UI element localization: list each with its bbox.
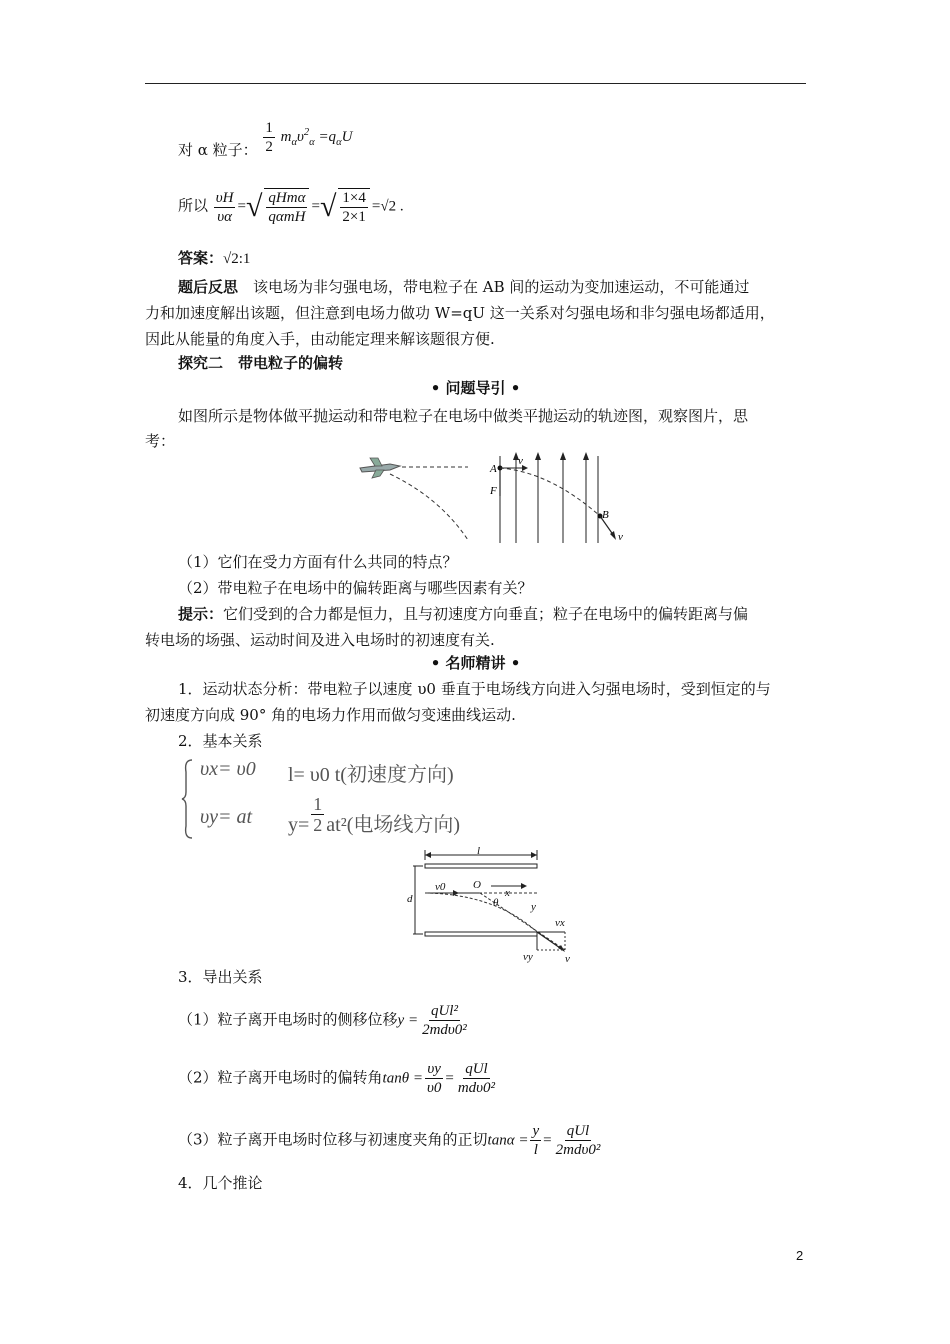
brace-icon <box>180 758 196 840</box>
point1-line-1: 1．运动状态分析：带电粒子以速度 υ0 垂直于电场线方向进入匀强电场时，受到恒定的与 <box>178 680 771 698</box>
reflection-line-2: 力和加速度解出该题，但注意到电场力做功 W=qU 这一关系对匀强电场和非匀强电场都适用， <box>145 304 775 322</box>
relation-y: y= $\frac{1}{2}$ at²(电场线方向) <box>288 794 461 837</box>
label-F: F <box>490 485 497 497</box>
question-2: （2）带电粒子在电场中的偏转距离与哪些因素有关？ <box>178 579 533 597</box>
label-vx: vx <box>555 917 565 929</box>
point1-line-2: 初速度方向成 90° 角的电场力作用而做匀变速曲线运动. <box>145 706 516 724</box>
relation-l: l= υ0 t(初速度方向) <box>288 764 454 786</box>
header-rule <box>145 83 806 84</box>
label-v-top: v <box>518 455 523 467</box>
label-O: O <box>473 879 481 891</box>
label-d: d <box>407 893 413 905</box>
label-y: y <box>531 901 536 913</box>
teacher-title: • 名师精讲 • <box>430 654 521 672</box>
alpha-prefix: 对 α 粒子： <box>178 141 258 159</box>
label-v: v <box>565 953 570 964</box>
reflection-line-1: 题后反思 该电场为非匀强电场，带电粒子在 AB 间的运动为变加速运动，不可能通过 <box>178 278 750 296</box>
intro-line-1: 如图所示是物体做平抛运动和带电粒子在电场中做类平抛运动的轨迹图，观察图片，思 <box>178 407 749 425</box>
derived-1: （1）粒子离开电场时的侧移位移y = $\frac{\text{qUl²}}{\text{2mdυ0²}}$ <box>178 1003 467 1038</box>
label-vy: vy <box>523 951 533 963</box>
derived-2: （2）粒子离开电场时的偏转角tanθ = $\frac{\upsilon y}{\upsilon 0}$ = $\frac{\text{qUl}}{\text{mdυ0²}}$ <box>178 1061 496 1096</box>
relation-vx: υx= υ0 <box>200 758 256 780</box>
label-v-bottom: v <box>618 531 623 543</box>
hint-line-2: 转电场的场强、运动时间及进入电场时的初速度有关. <box>145 631 495 649</box>
sqrt-ratio-2: √ $\frac{1\times 4}{2\times 1}$ <box>320 188 372 226</box>
relation-vy: υy= at <box>200 806 253 828</box>
velocity-ratio: $\frac{\upsilon H}{\upsilon\alpha}$ <box>215 189 234 225</box>
intro-line-2: 考： <box>145 432 176 450</box>
label-theta: θ <box>493 897 499 909</box>
label-B: B <box>602 509 609 521</box>
label-l: l <box>477 846 481 857</box>
point2-title: 2．基本关系 <box>178 732 263 750</box>
deflection-figure <box>405 846 575 964</box>
alpha-equation: 对 α 粒子： $\frac{1}{2}$ $m_\alpha\upsilon^2_\alpha =q_\alpha U$ <box>178 120 353 159</box>
basic-relations <box>180 758 540 840</box>
half-fraction: $\frac{1}{2}$ <box>265 120 273 156</box>
label-A: A <box>490 463 497 475</box>
hint-line-1: 提示：它们受到的合力都是恒力，且与初速度方向垂直；粒子在电场中的偏转距离与偏 <box>178 605 749 623</box>
point4-title: 4．几个推论 <box>178 1174 263 1192</box>
trajectory-figure <box>350 448 640 548</box>
page-number: 2 <box>796 1248 804 1263</box>
sqrt-ratio-1: √ $\frac{\text{qHmα}}{\text{qαmH}}$ <box>246 188 312 226</box>
label-v0: v0 <box>435 881 446 893</box>
guide-title: • 问题导引 • <box>430 379 521 397</box>
airplane-icon <box>360 458 400 478</box>
ratio-equation: 所以 $\frac{\upsilon H}{\upsilon\alpha}$ = √ $\frac{\text{qHmα}}{\text{qαmH}}$ = √ $\frac{1\times 4}{2\times 1}$ =√2 . <box>178 189 404 225</box>
section-title: 探究二 带电粒子的偏转 <box>178 354 344 372</box>
derived-3: （3）粒子离开电场时位移与初速度夹角的正切tanα = $\frac{y}{l}$ = $\frac{\text{qUl}}{\text{2mdυ0²}}$ <box>178 1123 601 1158</box>
answer: 答案：√2:1 <box>178 249 251 267</box>
point3-title: 3．导出关系 <box>178 968 263 986</box>
reflection-line-3: 因此从能量的角度入手，由动能定理来解该题很方便. <box>145 330 495 348</box>
question-1: （1）它们在受力方面有什么共同的特点？ <box>178 553 458 571</box>
label-x: x <box>505 887 510 899</box>
